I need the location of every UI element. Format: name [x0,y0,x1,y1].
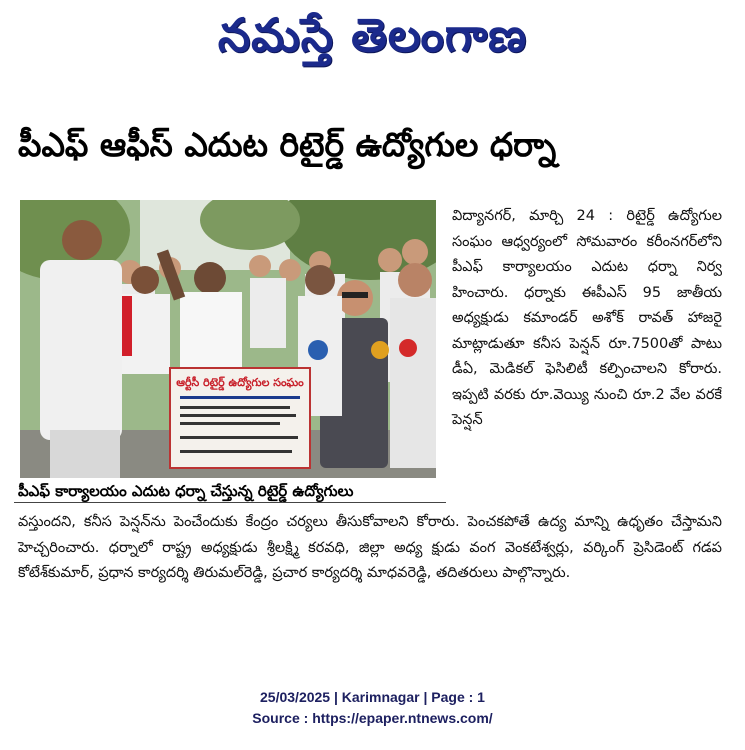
article-body-text-continued: వస్తుందని, కనీస పెన్షన్‌ను పెంచేందుకు కేంద్రం చర్యలు తీసుకోవాలని కోరారు. పెంచకపోతే ఉద్య మాన్ని ఉధృతం చేస్తామని హెచ్చరించారు. ధర్నాలో రాష్ట్ర అధ్యక్షుడు శ్రీలక్ష్మి కరవధి, జిల్లా అధ్య క్షుడు వంగ వెంకటేశ్వర్లు, వర్కింగ్ ప్రెసిడెంట్ గడప కోటేశ్‌కుమార్, ప్రధాన కార్యదర్శి తిరుమల్‌రెడ్డి, ప్రచార కార్యదర్శి మాధవరెడ్డి, తదితరులు పాల్గొన్నారు. [18,514,722,581]
article-body-continued [18,510,722,587]
photo-caption: పీఎఫ్ కార్యాలయం ఎదుట ధర్నా చేస్తున్న రిటైర్డ్ ఉద్యోగులు [18,482,354,500]
footer-source-link[interactable]: Source : https://epaper.ntnews.com/ [252,710,493,726]
footer-edition-info: 25/03/2025 | Karimnagar | Page : 1 [260,689,485,705]
banner-text: ఆర్టీసీ రిటైర్డ్ ఉద్యోగుల సంఘం [176,376,304,389]
article-body-column [452,204,722,434]
newspaper-masthead: నమస్తే తెలంగాణ [217,8,528,62]
caption-divider [14,502,446,503]
article-headline: పీఎఫ్ ఆఫీస్ ఎదుట రిటైర్డ్ ఉద్యోగుల ధర్నా [18,125,557,164]
article-photo [20,200,436,478]
article-body-text: విద్యానగర్, మార్చి 24 : రిటైర్డ్ ఉద్యోగుల సంఘం ఆధ్వర్యంలో సోమవారం కరీంనగర్‌లోని పీఎఫ్ కార్యాలయం ఎదుట ధర్నా నిర్వ హించారు. ధర్నాకు ఈపీఎస్ 95 జాతీయ అధ్యక్షుడు కమాండర్ అశోక్ రావత్ హాజరై మాట్లాడుతూ కనీస పెన్షన్ రూ.7500తో పాటు డీఏ, మెడికల్ ఫెసిలిటీ కల్పించాలని కోరారు. ఇప్పటి వరకు రూ.వెయ్యి నుంచి రూ.2 వేల వరకే పెన్షన్ [452,208,722,428]
